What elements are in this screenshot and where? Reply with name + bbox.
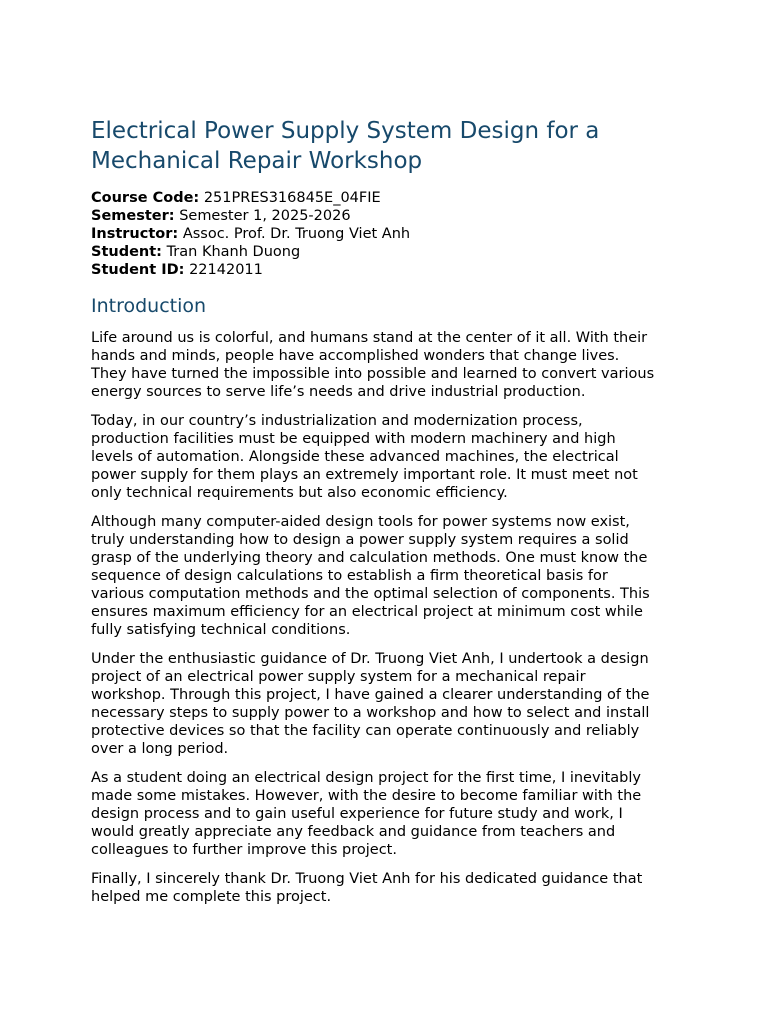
paragraph-1: Life around us is colorful, and humans stand at the center of it all. With their hands and minds, people have accomplished wonders that change lives. They have turned the impossible into possible and learned to convert various energy sources to serve life’s needs and drive industrial production. [91,330,655,400]
paragraph-5: As a student doing an electrical design project for the first time, I inevitably made some mistakes. However, with the desire to become familiar with the design process and to gain useful experience for future study and work, I would greatly appreciate any feedback and guidance from teachers and colleagues to further improve this project. [91,770,642,858]
student-id-label: Student ID: [91,262,185,278]
instructor-label: Instructor: [91,226,179,242]
paragraph-2: Today, in our country’s industrialization and modernization process, production facilities must be equipped with modern machinery and high levels of automation. Alongside these advanced machines, the electrical power supply for them plays an extremely important role. It must meet not only technical requirements but also economic efficiency. [91,413,638,501]
semester-value: Semester 1, 2025-2026 [179,208,351,224]
instructor-value: Assoc. Prof. Dr. Truong Viet Anh [182,226,411,242]
student-row [91,243,681,261]
course-info-block [91,189,681,279]
semester-row [91,207,681,225]
introduction-heading: Introduction [91,295,207,317]
paragraph-3: Although many computer-aided design tools for power systems now exist, truly understanding how to design a power supply system requires a solid grasp of the underlying theory and calculation methods. One must know the sequence of design calculations to establish a firm theoretical basis for various computation methods and the optimal selection of components. This ensures maximum efficiency for an electrical project at minimum cost while fully satisfying technical conditions. [91,514,650,638]
course-code-value: 251PRES316845E_04FIE [203,190,381,206]
paragraph-4: Under the enthusiastic guidance of Dr. Truong Viet Anh, I undertook a design project of an electrical power supply system for a mechanical repair workshop. Through this project, I have gained a clearer understanding of the necessary steps to supply power to a workshop and how to select and install protective devices so that the facility can operate continuously and reliably over a long period. [91,651,650,757]
semester-label: Semester: [91,208,175,224]
paragraph-6: Finally, I sincerely thank Dr. Truong Viet Anh for his dedicated guidance that helped me complete this project. [91,871,643,905]
document-page [91,116,681,906]
course-code-row [91,189,681,207]
instructor-row [91,225,681,243]
student-id-row [91,261,681,279]
course-code-label: Course Code: [91,190,200,206]
student-value: Tran Khanh Duong [166,244,301,260]
student-label: Student: [91,244,162,260]
document-title: Electrical Power Supply System Design for a Mechanical Repair Workshop [91,118,600,174]
student-id-value: 22142011 [189,262,263,278]
